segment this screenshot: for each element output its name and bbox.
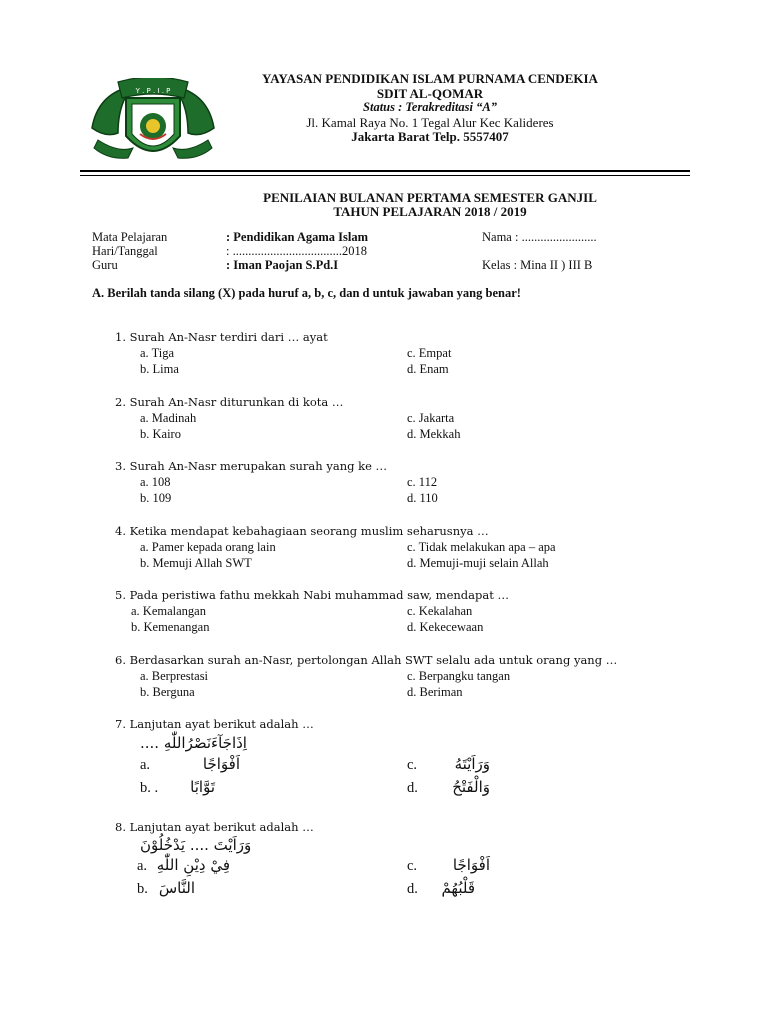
question-6: 6. Berdasarkan surah an-Nasr, pertolongan Allah SWT selalu ada untuk orang yang … [115, 653, 618, 667]
q7-option-c: وَرَاَيْتَهُ [454, 755, 490, 773]
q2-option-c: c. Jakarta [407, 411, 455, 425]
q5-option-d: d. Kekecewaan [407, 620, 484, 634]
q6-option-b: b. Berguna [140, 685, 195, 699]
q4-option-d: d. Memuji-muji selain Allah [407, 556, 549, 570]
q6-option-c: c. Berpangku tangan [407, 669, 511, 683]
school-name: SDIT AL-QOMAR [376, 86, 484, 101]
q7-option-c-label: c. [407, 757, 418, 773]
school-address: Jl. Kamal Raya No. 1 Tegal Alur Kec Kalideres [306, 115, 554, 130]
q8-option-d-label: d. [407, 881, 418, 897]
question-5: 5. Pada peristiwa fathu mekkah Nabi muhammad saw, mendapat … [115, 588, 509, 602]
q8-option-b-label: b. [137, 881, 148, 897]
q8-option-b: النَّاسَ [158, 879, 195, 897]
q8-verse: وَرَاَيْتَ .... يَدْخُلُوْنَ [140, 836, 252, 854]
day-value: : ...................................2018 [226, 244, 367, 258]
subject-value: : Pendidikan Agama Islam [226, 230, 369, 244]
foundation-name: YAYASAN PENDIDIKAN ISLAM PURNAMA CENDEKIA [262, 71, 598, 86]
q3-option-d: d. 110 [407, 491, 438, 505]
q3-option-a: a. 108 [140, 475, 171, 489]
q1-option-a: a. Tiga [140, 346, 175, 360]
exam-year: TAHUN PELAJARAN 2018 / 2019 [333, 204, 527, 219]
q6-option-a: a. Berprestasi [140, 669, 209, 683]
q4-option-a: a. Pamer kepada orang lain [140, 540, 276, 554]
q7-option-a-label: a. [140, 757, 151, 773]
q8-option-c: اَفْوَاجًا [452, 856, 490, 874]
day-label: Hari/Tanggal [92, 244, 158, 258]
q8-option-a: فِيْ دِيْنِ اللّٰهِ [156, 856, 230, 874]
svg-text:Y . P . I . P: Y . P . I . P [135, 87, 171, 95]
q8-option-d: قَلْبُهُمْ [441, 879, 475, 897]
q5-option-c: c. Kekalahan [407, 604, 473, 618]
section-a-instruction: A. Berilah tanda silang (X) pada huruf a, b, c, dan d untuk jawaban yang benar! [92, 286, 521, 300]
q7-verse: اِذَاجَآءَنَصْرُاللّٰهِ .... [140, 734, 247, 752]
student-name-field: Nama : ........................ [482, 230, 597, 244]
question-3: 3. Surah An-Nasr merupakan surah yang ke … [115, 459, 388, 473]
q4-option-b: b. Memuji Allah SWT [140, 556, 252, 570]
q1-option-c: c. Empat [407, 346, 452, 360]
question-2: 2. Surah An-Nasr diturunkan di kota … [115, 395, 344, 409]
subject-label: Mata Pelajaran [92, 230, 168, 244]
q4-option-c: c. Tidak melakukan apa – apa [407, 540, 556, 554]
exam-title: PENILAIAN BULANAN PERTAMA SEMESTER GANJIL [263, 190, 597, 205]
teacher-label: Guru [92, 258, 118, 272]
q5-option-b: b. Kemenangan [131, 620, 210, 634]
header-divider-thin [80, 175, 690, 176]
q7-option-d-label: d. [407, 780, 418, 796]
q7-option-b-label: b. . [140, 780, 159, 796]
question-1: 1. Surah An-Nasr terdiri dari … ayat [115, 330, 328, 344]
q5-option-a: a. Kemalangan [131, 604, 206, 618]
q6-option-d: d. Beriman [407, 685, 463, 699]
q1-option-b: b. Lima [140, 362, 179, 376]
q2-option-d: d. Mekkah [407, 427, 461, 441]
q3-option-b: b. 109 [140, 491, 172, 505]
q7-option-a: اَفْوَاجًا [202, 755, 240, 773]
q7-option-b: تَوَّابًا [190, 778, 215, 796]
q3-option-c: c. 112 [407, 475, 438, 489]
q1-option-d: d. Enam [407, 362, 449, 376]
class-field: Kelas : Mina II ) III B [482, 258, 593, 272]
q8-option-a-label: a. [137, 858, 148, 874]
accreditation-status: Status : Terakreditasi “A” [363, 100, 497, 114]
q7-option-d: وَالْفَتْحُ [452, 778, 490, 796]
q2-option-a: a. Madinah [140, 411, 197, 425]
header-divider-thick [80, 170, 690, 172]
question-7: 7. Lanjutan ayat berikut adalah … [115, 717, 314, 731]
school-city-phone: Jakarta Barat Telp. 5557407 [351, 129, 509, 144]
question-8: 8. Lanjutan ayat berikut adalah … [115, 820, 314, 834]
q8-option-c-label: c. [407, 858, 418, 874]
question-4: 4. Ketika mendapat kebahagiaan seorang muslim seharusnya … [115, 524, 489, 538]
q2-option-b: b. Kairo [140, 427, 181, 441]
teacher-value: : Iman Paojan S.Pd.I [226, 258, 339, 272]
